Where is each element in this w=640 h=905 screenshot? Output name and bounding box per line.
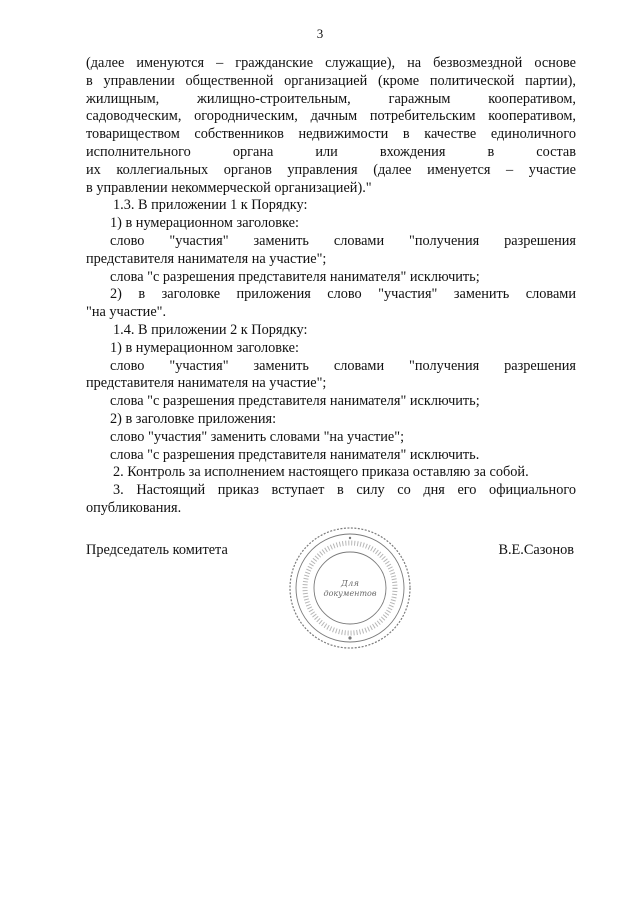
section-1-4-word-replace-a: слово "участия" заменить словами "получения разрешения <box>110 357 576 374</box>
text-line: садоводческим, огородническим, дачным потребительским кооперативом, <box>86 108 576 125</box>
section-1-4-word-replace-b: представителя нанимателя на участие"; <box>86 375 327 392</box>
section-1-3-item-2-a: 2) в заголовке приложения слово "участия" заменить словами <box>110 286 576 303</box>
text-line: исполнительного органа или вхождения в состав <box>86 143 576 160</box>
paragraph-definition <box>86 55 576 197</box>
section-1-4-item-1: 1) в нумерационном заголовке: <box>110 339 299 356</box>
page-number: 3 <box>316 26 324 41</box>
signatory-position: Председатель комитета <box>86 542 228 558</box>
section-1-3-item-2-b: "на участие". <box>86 304 167 321</box>
text-line: товариществом собственников недвижимости в качестве единоличного <box>86 126 576 143</box>
signatory-name: В.Е.Сазонов <box>498 542 574 558</box>
paragraph-3-b: опубликования. <box>86 499 182 516</box>
text-line: их коллегиальных органов управления (далее именуется – участие <box>86 161 576 178</box>
paragraph-2: 2. Контроль за исполнением настоящего приказа оставляю за собой. <box>113 464 529 481</box>
text-line: (далее именуются – гражданские служащие), на безвозмездной основе <box>86 55 576 71</box>
text-line: жилищным, жилищно-строительным, гаражным кооперативом, <box>86 90 576 107</box>
section-1-4-title: 1.4. В приложении 2 к Порядку: <box>113 321 308 338</box>
section-1-3-title: 1.3. В приложении 1 к Порядку: <box>113 197 308 214</box>
official-seal <box>286 524 414 652</box>
section-1-4-word-replace-2: слово "участия" заменить словами "на участие"; <box>110 428 405 445</box>
text-line: в управлении некоммерческой организацией)." <box>86 179 372 196</box>
section-1-4-words-remove: слова "с разрешения представителя нанимателя" исключить; <box>110 393 480 410</box>
section-1-3-words-remove: слова "с разрешения представителя нанимателя" исключить; <box>110 268 480 285</box>
section-1-3-word-replace-b: представителя нанимателя на участие"; <box>86 250 327 267</box>
section-1-3-item-1: 1) в нумерационном заголовке: <box>110 215 299 232</box>
paragraph-3-a: 3. Настоящий приказ вступает в силу со дня его официального <box>113 482 576 499</box>
text-line: в управлении общественной организацией (кроме политической партии), <box>86 72 576 89</box>
seal-text-line-1: Для <box>341 579 359 589</box>
seal-text-line-2: документов <box>323 589 377 598</box>
section-1-4-words-remove-2: слова "с разрешения представителя нанимателя" исключить. <box>110 446 480 463</box>
section-1-4-item-2: 2) в заголовке приложения: <box>110 410 277 427</box>
section-1-3-word-replace-a: слово "участия" заменить словами "получения разрешения <box>110 232 576 249</box>
document-body <box>86 55 576 518</box>
